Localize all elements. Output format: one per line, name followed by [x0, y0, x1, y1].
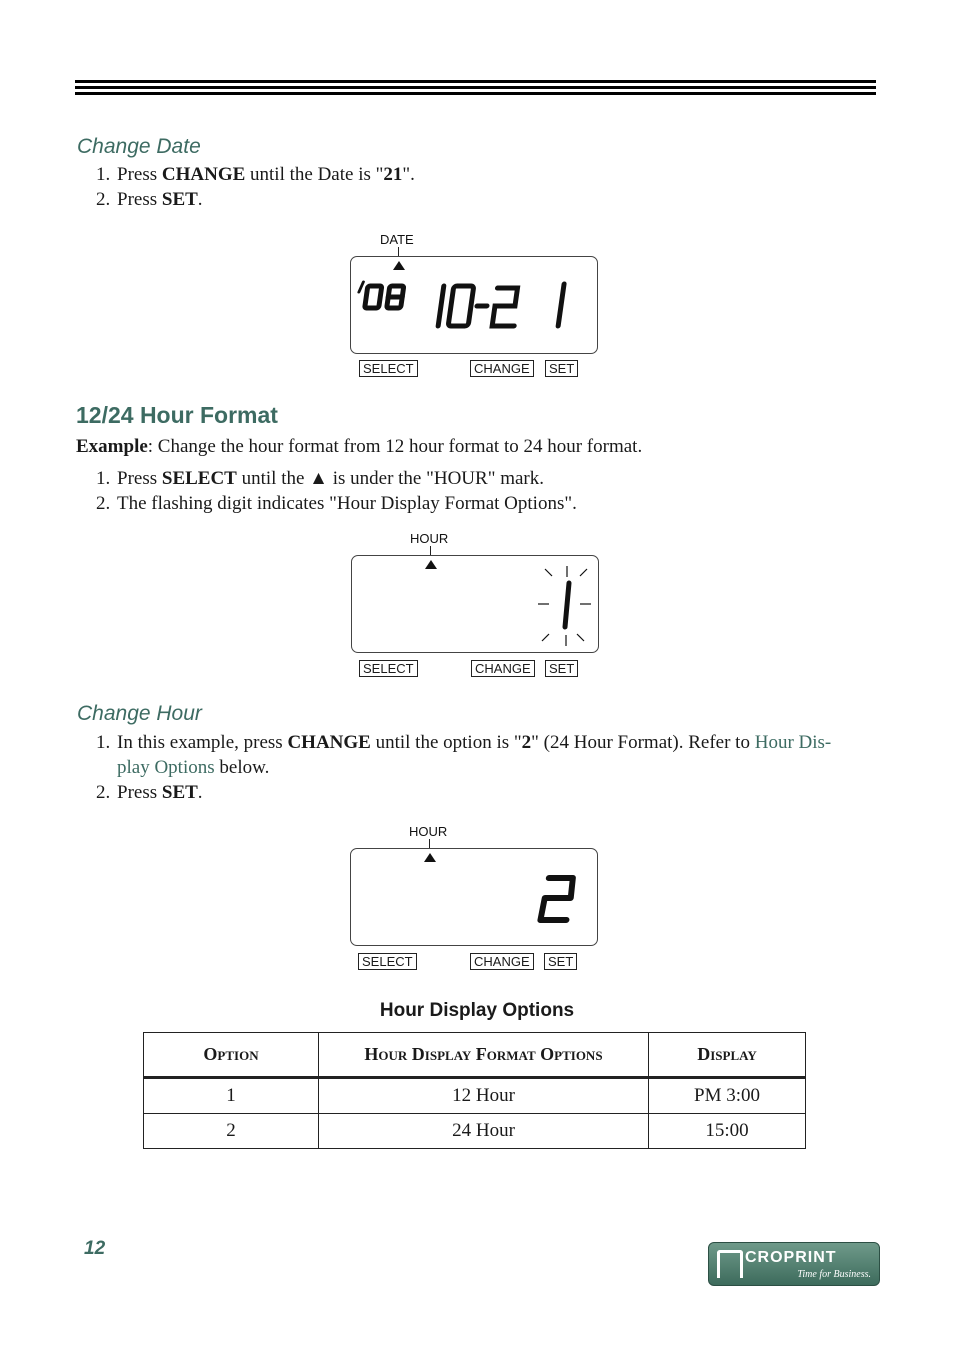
lcd-tick	[398, 247, 399, 256]
list-item: 1. Press SELECT until the ▲ is under the "HOUR" mark.	[96, 468, 544, 489]
change-button[interactable]: CHANGE	[470, 953, 534, 970]
example-paragraph: Example: Change the hour format from 12 hour format to 24 hour format.	[76, 436, 643, 457]
lcd-date-display	[350, 256, 598, 354]
table-title: Hour Display Options	[379, 1000, 575, 1021]
logo-tagline: Time for Business.	[797, 1269, 871, 1280]
change-button[interactable]: CHANGE	[470, 360, 534, 377]
change-hour-steps	[96, 730, 886, 805]
lcd-hour-label: HOUR	[409, 824, 448, 839]
table-row: 2 24 Hour 15:00	[144, 1114, 806, 1149]
set-button[interactable]: SET	[544, 953, 577, 970]
change-hour-heading: Change Hour	[77, 702, 202, 725]
list-item: 2. Press SET.	[96, 189, 203, 210]
change-button[interactable]: CHANGE	[471, 660, 535, 677]
hour-format-steps	[96, 466, 577, 516]
list-item: 1. In this example, press CHANGE until the option is "2" (24 Hour Format). Refer to Hour Dis- play Options below.	[96, 732, 832, 778]
select-button[interactable]: SELECT	[358, 953, 417, 970]
acroprint-logo	[708, 1242, 880, 1286]
column-header: Display	[649, 1033, 806, 1078]
list-item: 2. The flashing digit indicates "Hour Display Format Options".	[96, 493, 577, 514]
lcd-hour-display-flashing	[351, 555, 599, 653]
logo-mark-icon	[717, 1250, 743, 1278]
hour-display-options-link-cont[interactable]: play Options	[117, 757, 215, 778]
logo-name: CROPRINT	[745, 1249, 837, 1266]
select-button[interactable]: SELECT	[359, 360, 418, 377]
column-header: Hour Display Format Options	[319, 1033, 649, 1078]
list-item: 1. Press CHANGE until the Date is "21".	[96, 164, 415, 185]
lcd-hour-label: HOUR	[410, 531, 449, 546]
change-date-steps	[96, 162, 415, 212]
header-rules	[75, 80, 876, 98]
lcd-date-label: DATE	[380, 232, 414, 247]
set-button[interactable]: SET	[545, 360, 578, 377]
lcd-tick	[429, 839, 430, 848]
lcd-digits	[350, 256, 598, 354]
table-row: 1 12 Hour PM 3:00	[144, 1078, 806, 1114]
column-header: Option	[144, 1033, 319, 1078]
change-date-heading: Change Date	[77, 135, 201, 158]
lcd-tick	[430, 546, 431, 555]
lcd-flashing-digit	[351, 555, 599, 653]
set-button[interactable]: SET	[545, 660, 578, 677]
select-button[interactable]: SELECT	[359, 660, 418, 677]
hour-format-heading: 12/24 Hour Format	[76, 402, 278, 428]
lcd-digit-two	[350, 848, 598, 946]
hour-display-options-link[interactable]: Hour Dis-	[754, 732, 832, 753]
page-number: 12	[84, 1238, 106, 1259]
lcd-hour-display	[350, 848, 598, 946]
list-item: 2. Press SET.	[96, 782, 203, 803]
hour-display-options-table	[143, 1032, 806, 1149]
